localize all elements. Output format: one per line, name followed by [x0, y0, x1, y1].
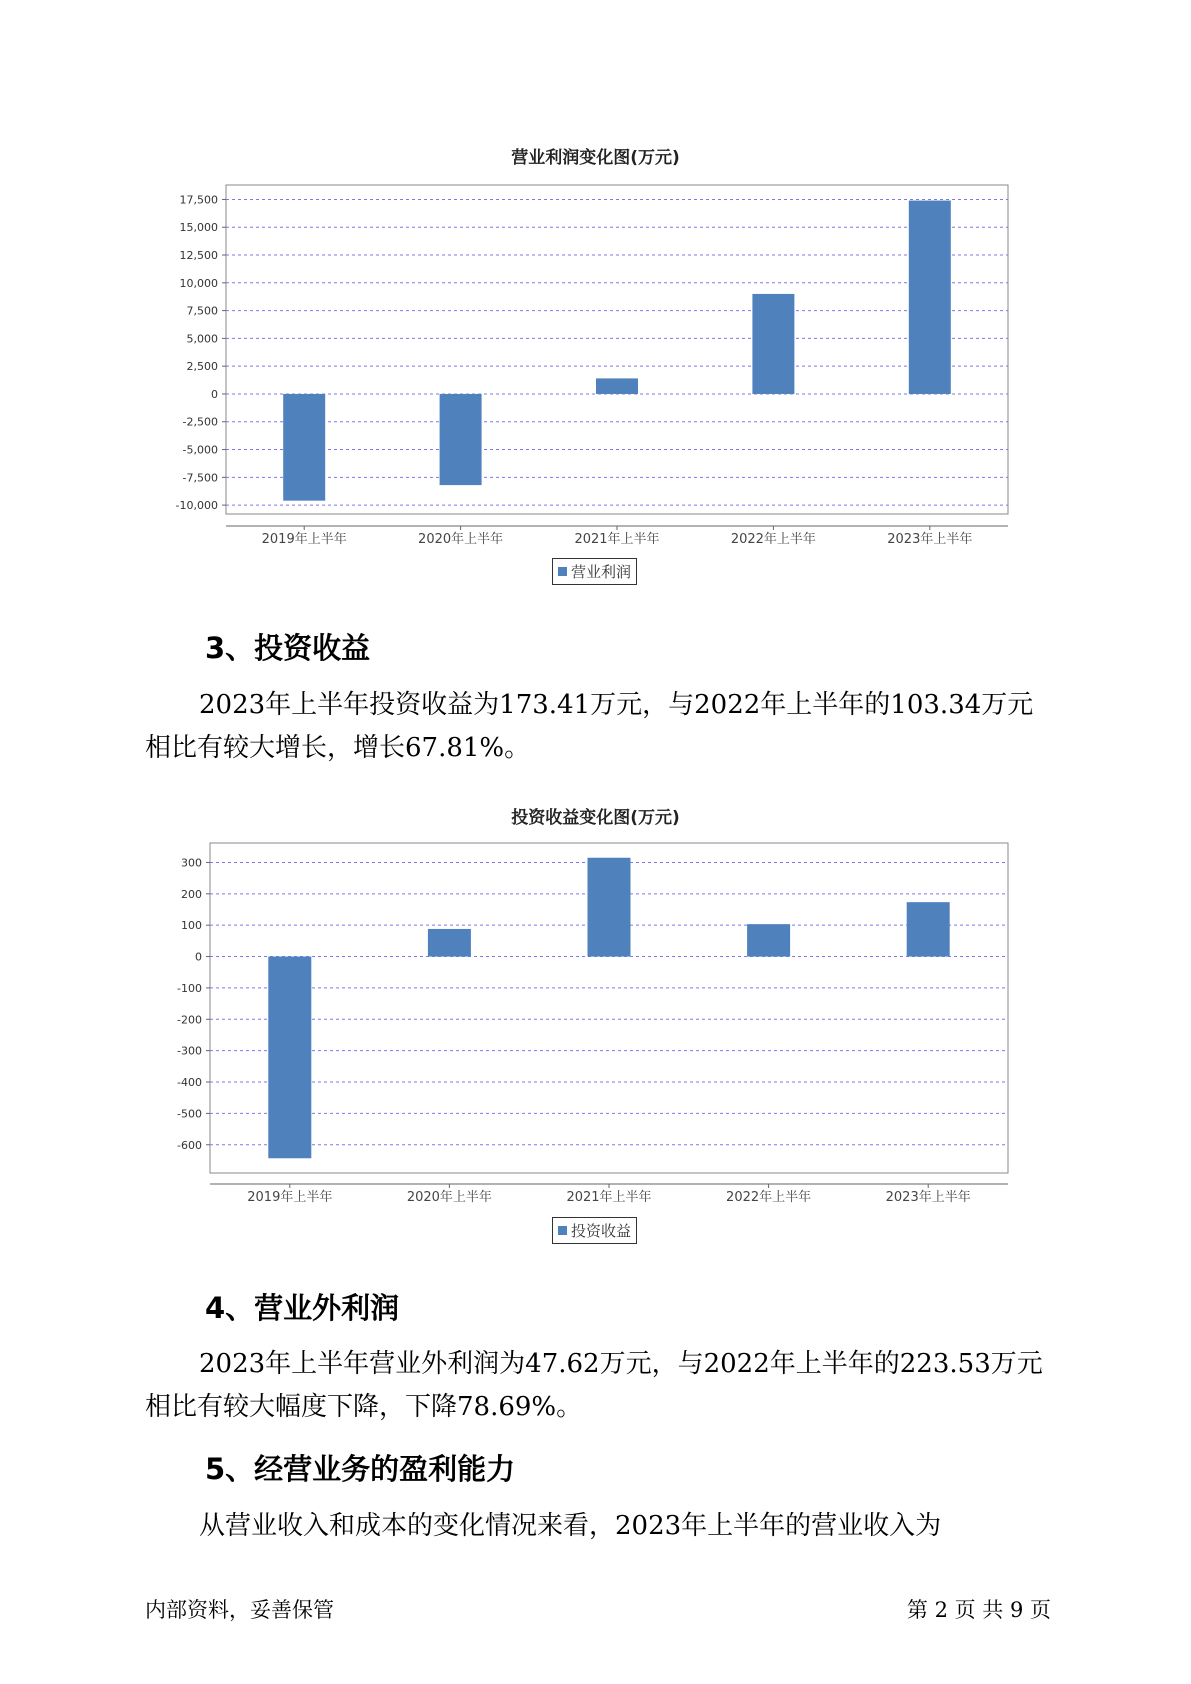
y-tick-label: 2,500 [186, 360, 218, 374]
section-3-line-2: 相比有较大增长，增长67.81%。 [145, 733, 531, 763]
y-tick-label: -10,000 [175, 499, 218, 513]
bar [268, 957, 311, 1159]
y-tick-label: 0 [195, 950, 202, 964]
chart2-title: 投资收益变化图(万元) [511, 808, 680, 828]
y-tick-label: 0 [211, 387, 218, 401]
x-tick-label: 2019年上半年 [247, 1190, 333, 1205]
footer-page-number: 第 2 页 共 9 页 [906, 1598, 1051, 1622]
chart2-legend [552, 1217, 637, 1244]
section-5-paragraph [145, 1505, 1065, 1548]
x-tick-label: 2022年上半年 [726, 1190, 812, 1205]
section-4-line-2: 相比有较大幅度下降，下降78.69%。 [145, 1392, 583, 1422]
y-tick-label: 17,500 [179, 193, 218, 207]
bar [907, 902, 950, 956]
section-4-heading: 4、营业外利润 [205, 1291, 400, 1325]
section-3-heading: 3、投资收益 [205, 631, 371, 665]
x-tick-label: 2021年上半年 [574, 532, 660, 547]
y-tick-label: 12,500 [179, 249, 218, 263]
x-tick-label: 2023年上半年 [887, 532, 973, 547]
chart2-legend-label: 投资收益 [571, 1222, 632, 1240]
x-tick-label: 2019年上半年 [261, 532, 347, 547]
section-4-paragraph [145, 1343, 1065, 1429]
y-tick-label: 300 [181, 856, 202, 870]
x-tick-label: 2023年上半年 [885, 1190, 971, 1205]
section-4-line-1: 2023年上半年营业外利润为47.62万元，与2022年上半年的223.53万元 [199, 1349, 1043, 1379]
y-tick-label: 15,000 [179, 221, 218, 235]
section-5-heading: 5、经营业务的盈利能力 [205, 1452, 516, 1486]
section-5-line-1: 从营业收入和成本的变化情况来看，2023年上半年的营业收入为 [199, 1511, 942, 1541]
y-tick-label: 7,500 [186, 304, 218, 318]
y-tick-label: -7,500 [182, 471, 218, 485]
y-tick-label: 10,000 [179, 276, 218, 290]
y-tick-label: -600 [177, 1138, 202, 1152]
y-tick-label: 5,000 [186, 332, 218, 346]
y-tick-label: -500 [177, 1107, 202, 1121]
x-tick-label: 2020年上半年 [406, 1190, 492, 1205]
x-tick-label: 2021年上半年 [566, 1190, 652, 1205]
y-tick-label: -5,000 [182, 443, 218, 457]
chart1-legend-label: 营业利润 [571, 563, 632, 581]
y-tick-label: -200 [177, 1013, 202, 1027]
bar [428, 929, 471, 957]
y-tick-label: -2,500 [182, 415, 218, 429]
bar [588, 858, 631, 957]
footer-confidential: 内部资料，妥善保管 [145, 1598, 334, 1622]
y-tick-label: 100 [181, 919, 202, 933]
x-tick-label: 2022年上半年 [730, 532, 816, 547]
chart1-title: 营业利润变化图(万元) [511, 148, 680, 168]
bar [747, 924, 790, 956]
x-tick-label: 2020年上半年 [418, 532, 504, 547]
y-tick-label: -400 [177, 1076, 202, 1090]
section-3-line-1: 2023年上半年投资收益为173.41万元，与2022年上半年的103.34万元 [199, 690, 1034, 720]
y-tick-label: -300 [177, 1044, 202, 1058]
legend-swatch-icon [558, 1226, 567, 1235]
y-tick-label: 200 [181, 887, 202, 901]
y-tick-label: -100 [177, 981, 202, 995]
